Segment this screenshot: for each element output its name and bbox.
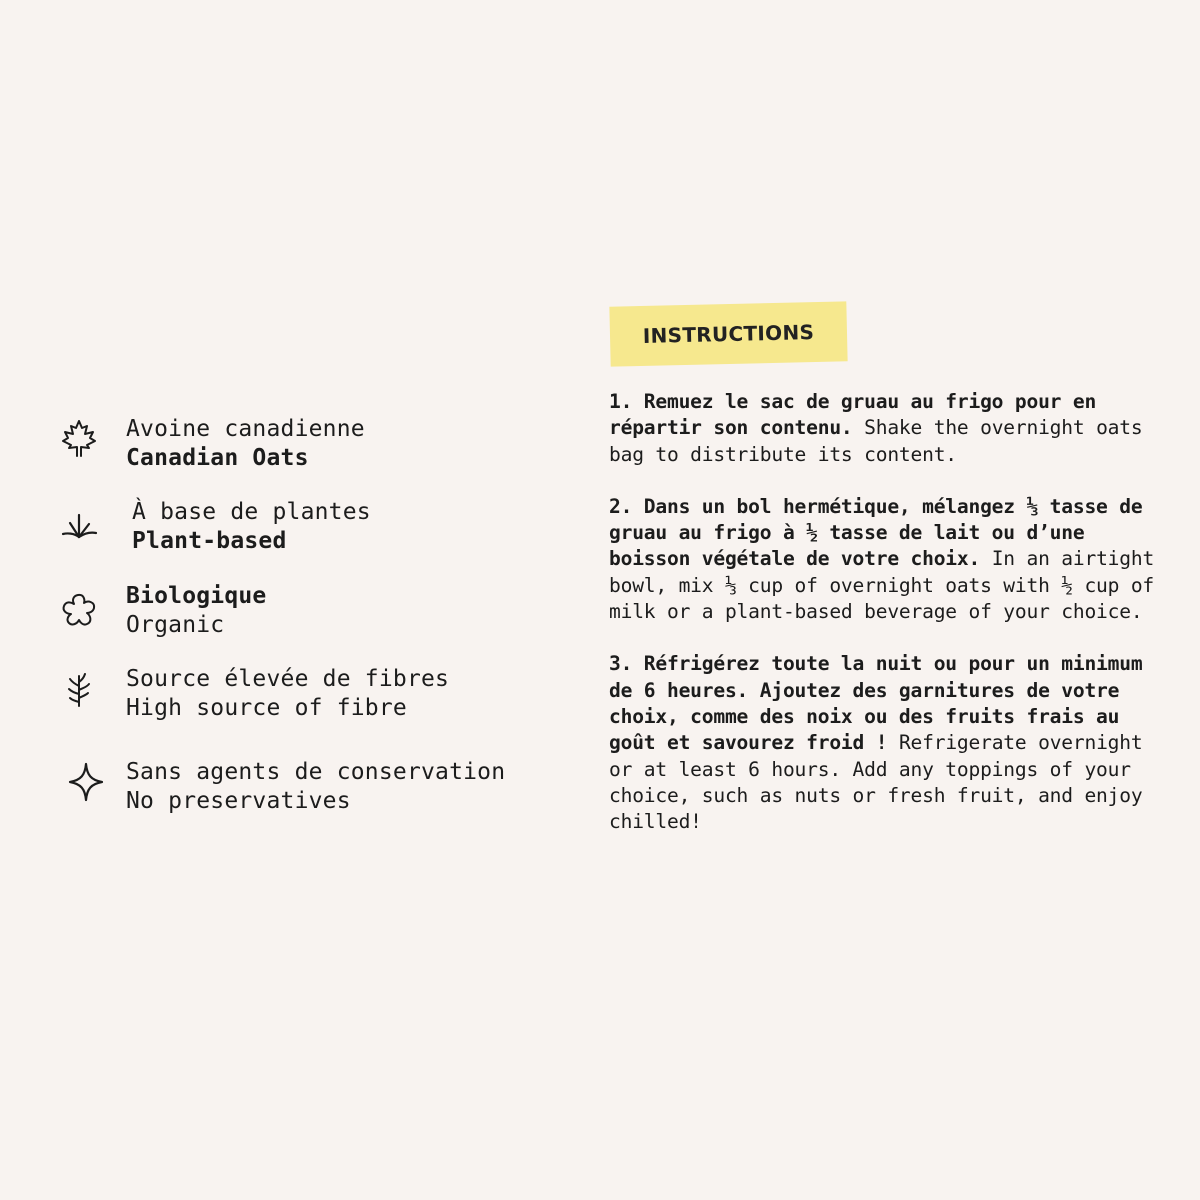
step-text-fr: 2. Dans un bol hermétique, mélangez ⅓ tasse de gruau au frigo à ½ tasse de lait ou d’une boisson végétale de votre choix. (609, 494, 1143, 571)
sparkle-star-icon (65, 761, 107, 803)
feature-label-fr: Biologique (126, 583, 267, 609)
feature-label-fr: À base de plantes (132, 499, 371, 525)
step-text-fr: 1. Remuez le sac de gruau au frigo pour en répartir son contenu. (609, 390, 1097, 440)
feature-label-en: Canadian Oats (126, 445, 309, 471)
feature-label-en: High source of fibre (126, 695, 407, 721)
step-text-en: In an airtight bowl, mix ⅓ cup of overnight oats with ½ cup of milk or a plant-based beverage of your choice. (609, 547, 1155, 624)
plant-sprout-icon (58, 503, 100, 545)
feature-label-fr: Source élevée de fibres (126, 666, 450, 692)
feature-label-en: Organic (126, 612, 225, 638)
instructions-tag (609, 301, 847, 366)
instructions-title: INSTRUCTIONS (642, 320, 815, 348)
feature-text (126, 415, 365, 473)
step-text-en: Shake the overnight oats bag to distribute its content. (609, 416, 1143, 466)
feature-text (126, 582, 266, 640)
fibre-grain-icon (58, 668, 100, 710)
maple-leaf-icon (58, 417, 100, 459)
feature-text (132, 498, 371, 556)
feature-text (126, 758, 505, 816)
organic-blob-icon (58, 589, 100, 631)
instruction-step (609, 389, 1169, 468)
instruction-step (609, 651, 1169, 835)
feature-label-fr: Avoine canadienne (126, 416, 365, 442)
instructions-steps (609, 389, 1169, 861)
feature-label-en: Plant-based (132, 528, 287, 554)
feature-text (126, 665, 449, 723)
step-text-fr: 3. Réfrigérez toute la nuit ou pour un minimum de 6 heures. Ajoutez des garnitures de votre choix, comme des noix ou des fruits frais au goût et savourez froid ! (609, 652, 1143, 755)
feature-label-fr: Sans agents de conservation (126, 759, 506, 785)
step-text-en: Refrigerate overnight or at least 6 hours. Add any toppings of your choice, such as nuts or fresh fruit, and enjoy chilled! (609, 731, 1143, 834)
feature-label-en: No preservatives (126, 788, 351, 814)
instruction-step (609, 494, 1169, 625)
